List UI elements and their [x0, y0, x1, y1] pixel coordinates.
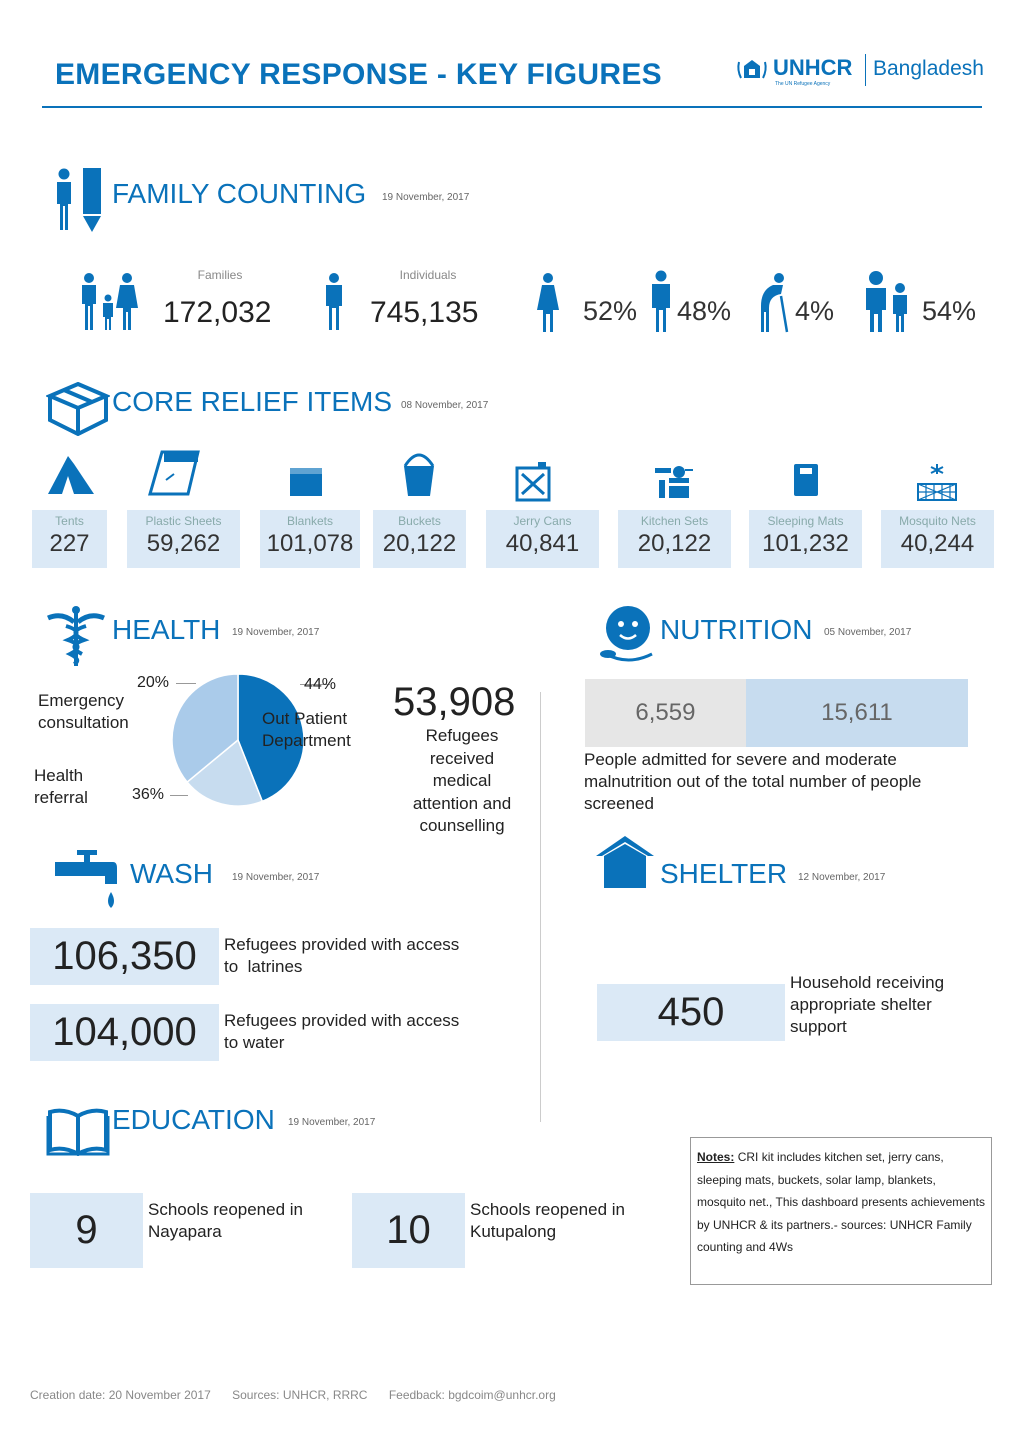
kutupalong-value: 10 [352, 1193, 465, 1268]
latrines-desc-line1: Refugees provided with access [224, 935, 460, 954]
nutrition-title: NUTRITION [660, 614, 813, 645]
page-title: EMERGENCY RESPONSE - KEY FIGURES [55, 58, 662, 91]
cri-label: Kitchen Sets [640, 514, 709, 528]
notes-text: CRI kit includes kitchen set, jerry cans, sleeping mats, buckets, solar lamp, blankets, mosquito net., This dashboard presents achievements by UNHCR & its partners.- sources: UNHCR Family counting and 4Ws [697, 1150, 985, 1254]
male-icon [648, 270, 674, 334]
cri-label: Buckets [398, 514, 441, 528]
cri-sleeping-mats [749, 510, 862, 568]
cri-value: 227 [49, 530, 90, 557]
families-label: Families [197, 268, 243, 282]
shelter-date: 12 November, 2017 [798, 872, 886, 883]
cri-label: Plastic Sheets [145, 514, 222, 528]
cri-value: 59,262 [146, 530, 221, 557]
referral-pct: 36% [132, 786, 165, 803]
family-icon [76, 272, 140, 332]
emergency-leader [176, 683, 196, 684]
cri-buckets [373, 510, 466, 568]
shelter-desc-line3: support [790, 1017, 847, 1036]
header-divider [42, 106, 982, 108]
health-date: 19 November, 2017 [232, 627, 320, 638]
kutupalong-desc-line1: Schools reopened in [470, 1200, 626, 1219]
education-title: EDUCATION [112, 1104, 275, 1135]
family-counting-icon [52, 166, 104, 234]
individuals-value: 745,135 [370, 296, 479, 329]
cri-label: Jerry Cans [513, 514, 572, 528]
water-desc-line1: Refugees provided with access [224, 1011, 460, 1030]
cri-value: 20,122 [637, 530, 712, 557]
emergency-pct: 20% [137, 674, 170, 691]
nutrition-desc: People admitted for severe and moderate malnutrition out of the total number of people screened [584, 750, 922, 813]
opd-pct: 44% [304, 676, 337, 693]
unhcr-emblem-icon [735, 56, 769, 84]
families-value: 172,032 [163, 296, 272, 329]
individual-icon [322, 272, 346, 332]
water-tap-icon [55, 850, 119, 912]
health-total-desc: Refugees received medical attention and counselling [412, 726, 512, 835]
child-nutrition-icon [596, 604, 656, 668]
opd-label: Out Patient Department [262, 709, 351, 750]
mosquito-net-icon [914, 462, 960, 504]
nutrition-screened-bar: 15,611 [746, 679, 968, 747]
creation-date: Creation date: 20 November 2017 [30, 1388, 211, 1402]
kutupalong-desc-line2: Kutupalong [470, 1222, 557, 1241]
elderly-icon [757, 272, 791, 334]
female-icon [535, 272, 561, 334]
nutrition-date: 05 November, 2017 [824, 627, 912, 638]
cri-label: Mosquito Nets [899, 514, 976, 528]
shelter-title: SHELTER [660, 858, 788, 889]
cri-value: 40,244 [900, 530, 975, 557]
children-pct: 54% [922, 296, 977, 326]
column-divider [540, 692, 541, 1122]
male-pct: 48% [677, 296, 732, 326]
water-desc-line2: to water [224, 1033, 285, 1052]
caduceus-icon [46, 604, 106, 668]
cri-plastic-sheets [127, 510, 240, 568]
shelter-value: 450 [597, 984, 785, 1041]
education-date: 19 November, 2017 [288, 1117, 376, 1128]
footer [30, 1388, 556, 1402]
latrines-value: 106,350 [30, 928, 219, 985]
open-book-icon [46, 1108, 110, 1156]
cri-label: Blankets [286, 514, 334, 528]
wash-title: WASH [130, 858, 213, 889]
family-counting-date: 19 November, 2017 [382, 192, 470, 203]
cri-value: 101,232 [762, 530, 849, 557]
wash-date: 19 November, 2017 [232, 872, 320, 883]
female-pct: 52% [583, 296, 638, 326]
nayapara-value: 9 [30, 1193, 143, 1268]
cri-blankets [260, 510, 360, 568]
logo-tagline: The UN Refugee Agency [775, 81, 831, 87]
cri-value: 40,841 [505, 530, 580, 557]
shelter-desc [790, 972, 990, 1038]
elderly-pct: 4% [795, 296, 835, 326]
core-relief-title: CORE RELIEF ITEMS [112, 386, 393, 417]
nutrition-admitted-bar: 6,559 [585, 679, 746, 747]
notes-label: Notes: [697, 1150, 735, 1164]
unhcr-logo [735, 52, 995, 88]
water-value: 104,000 [30, 1004, 219, 1061]
latrines-desc [224, 934, 514, 978]
latrines-desc-line2: to latrines [224, 957, 303, 976]
house-icon [594, 834, 656, 890]
shelter-desc-line2: appropriate shelter [790, 995, 932, 1014]
nayapara-desc-line1: Schools reopened in [148, 1200, 304, 1219]
logo-country: Bangladesh [873, 57, 984, 80]
emergency-label: Emergency consultation [38, 691, 129, 732]
bucket-icon [400, 448, 438, 498]
core-relief-date: 08 November, 2017 [401, 400, 489, 411]
kutupalong-desc [470, 1199, 670, 1243]
referral-leader [170, 795, 188, 796]
health-title: HEALTH [112, 614, 221, 645]
water-desc [224, 1010, 514, 1054]
family-counting-title: FAMILY COUNTING [112, 178, 367, 209]
cri-label: Sleeping Mats [767, 514, 844, 528]
footer-sources: Sources: UNHCR, RRRC [232, 1388, 368, 1402]
nayapara-desc [148, 1199, 338, 1243]
plastic-sheet-icon [148, 450, 202, 496]
referral-label: Health referral [34, 766, 88, 807]
relief-box-icon [46, 382, 110, 436]
kitchen-set-icon [655, 462, 693, 500]
sleeping-mat-icon [792, 462, 820, 498]
shelter-desc-line1: Household receiving [790, 973, 945, 992]
cri-tents [32, 510, 107, 568]
cri-label: Tents [55, 514, 84, 528]
cri-value: 20,122 [382, 530, 457, 557]
cri-mosquito-nets [881, 510, 994, 568]
logo-text: UNHCR [773, 55, 853, 80]
jerry-can-icon [514, 462, 552, 502]
nayapara-desc-line2: Nayapara [148, 1222, 222, 1241]
individuals-label: Individuals [399, 268, 457, 282]
health-total: 53,908 [393, 680, 516, 724]
cri-jerry-cans [486, 510, 599, 568]
children-icon [860, 270, 914, 334]
notes-box [690, 1137, 992, 1285]
cri-kitchen-sets [618, 510, 731, 568]
nutrition-bar [585, 679, 968, 747]
footer-feedback[interactable]: Feedback: bgdcoim@unhcr.org [388, 1388, 556, 1402]
tent-icon [46, 450, 96, 496]
blanket-icon [288, 464, 324, 498]
cri-value: 101,078 [266, 530, 354, 557]
